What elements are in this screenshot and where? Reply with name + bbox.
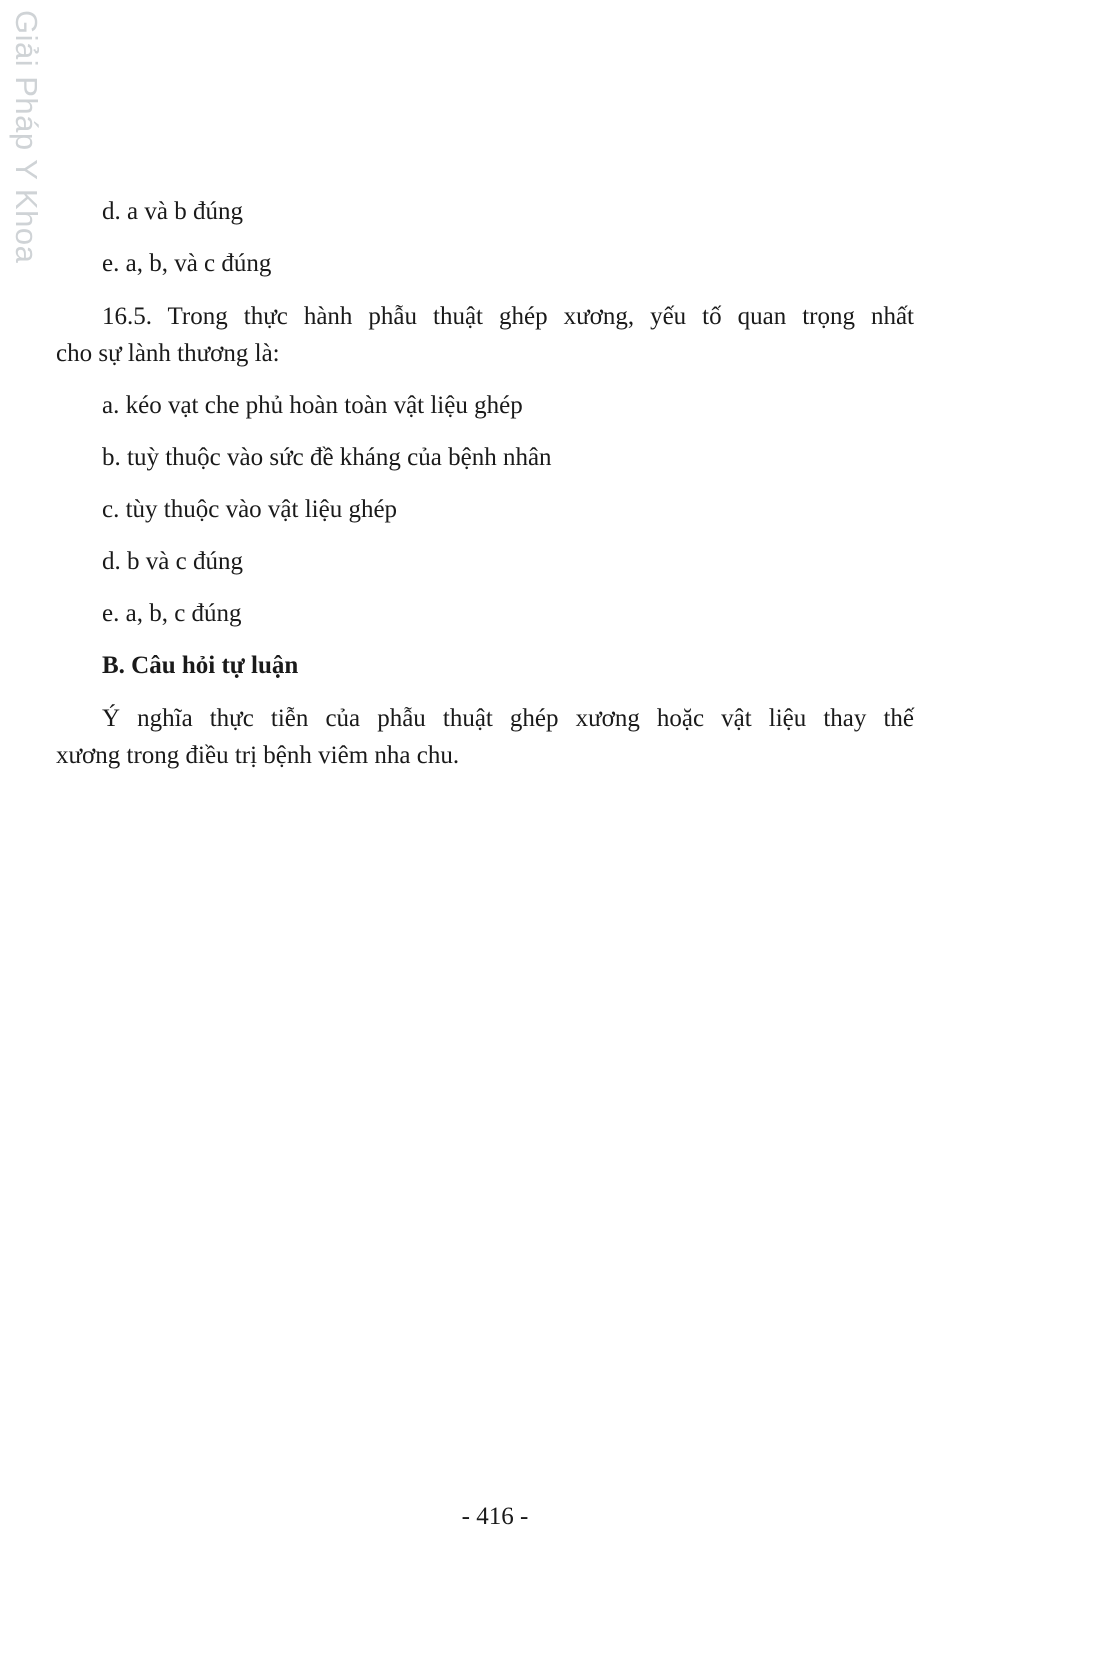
- essay-question-line-1: Ý nghĩa thực tiễn của phẫu thuật ghép xương hoặc vật liệu thay thế: [102, 705, 914, 732]
- page-number: - 416 -: [461, 1503, 529, 1530]
- option-c: c. tùy thuộc vào vật liệu ghép: [102, 496, 398, 523]
- section-heading: B. Câu hỏi tự luận: [102, 652, 299, 679]
- option-a: a. kéo vạt che phủ hoàn toàn vật liệu ghép: [102, 392, 523, 419]
- question-16-5-line-1: 16.5. Trong thực hành phẫu thuật ghép xương, yếu tố quan trọng nhất: [102, 303, 914, 330]
- option-d-previous: d. a và b đúng: [102, 198, 243, 225]
- option-e-previous: e. a, b, và c đúng: [102, 250, 272, 277]
- option-e: e. a, b, c đúng: [102, 600, 242, 627]
- watermark: Giải Pháp Y Khoa: [9, 10, 44, 264]
- essay-question-line-2: xương trong điều trị bệnh viêm nha chu.: [56, 742, 460, 769]
- question-16-5-line-2: cho sự lành thương là:: [56, 340, 280, 367]
- option-d: d. b và c đúng: [102, 548, 243, 575]
- option-b: b. tuỳ thuộc vào sức đề kháng của bệnh nhân: [102, 444, 552, 471]
